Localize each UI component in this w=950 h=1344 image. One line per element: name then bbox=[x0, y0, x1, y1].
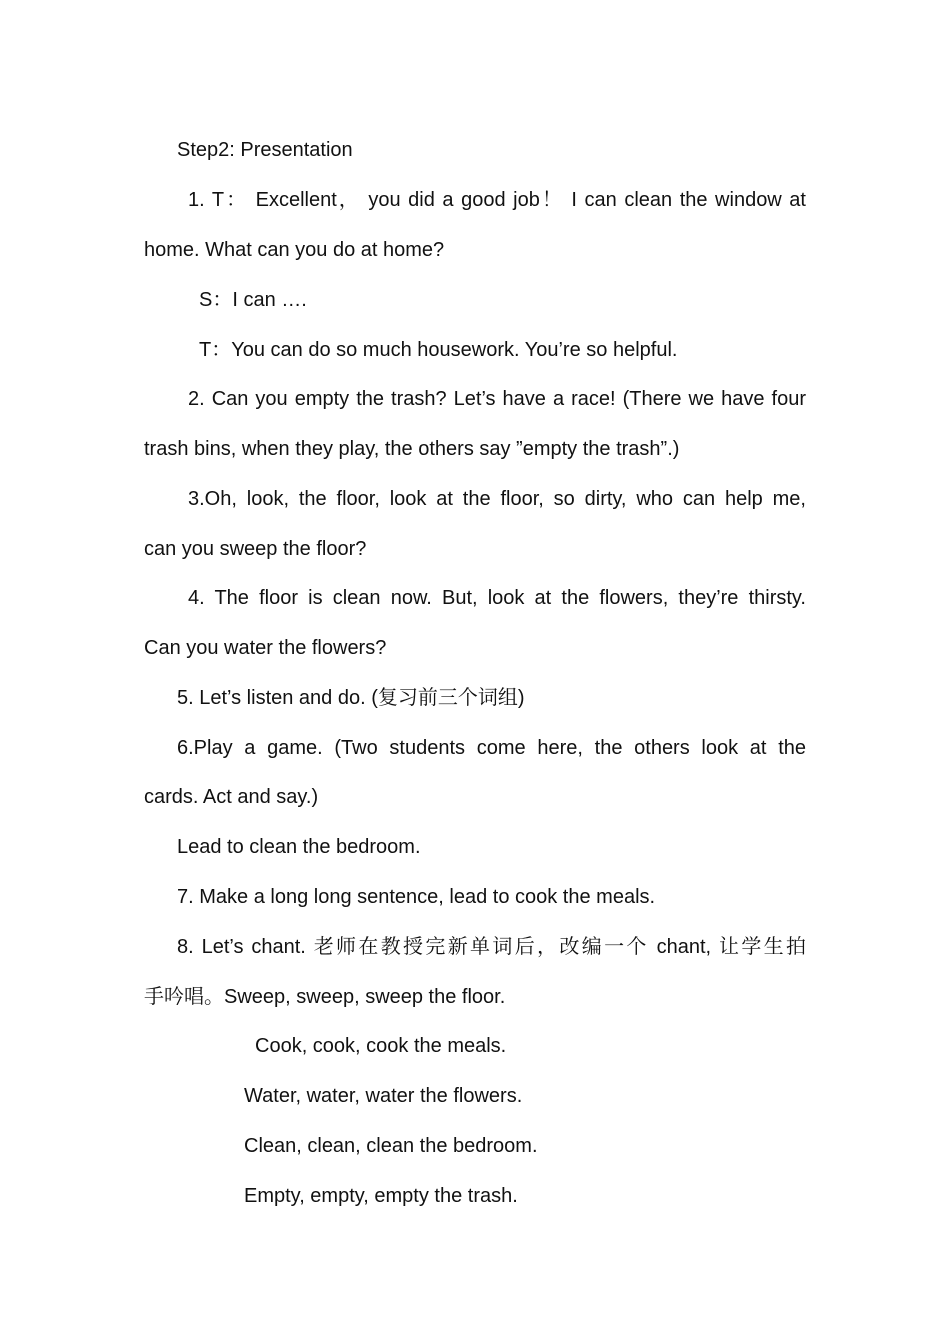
item-1-line-1: 1. T： Excellent， you did a good job！ I can clean the window at bbox=[188, 189, 806, 211]
section-heading: Step2: Presentation bbox=[177, 139, 353, 161]
lead-bedroom: Lead to clean the bedroom. bbox=[177, 836, 421, 858]
item-3-line-1: 3.Oh, look, the floor, look at the floor, so dirty, who can help me, bbox=[188, 488, 806, 510]
chant-line: Water, water, water the flowers. bbox=[244, 1085, 523, 1107]
item-6-line-2: cards. Act and say.) bbox=[144, 786, 319, 808]
item-1-line-2: home. What can you do at home? bbox=[144, 239, 445, 261]
chant-line: Empty, empty, empty the trash. bbox=[244, 1185, 518, 1207]
item-4-line-2: Can you water the flowers? bbox=[144, 637, 387, 659]
item-4-line-1: 4. The floor is clean now. But, look at the flowers, they’re thirsty. bbox=[188, 587, 806, 609]
item-7: 7. Make a long long sentence, lead to cook the meals. bbox=[177, 886, 656, 908]
item-2-line-2: trash bins, when they play, the others say ”empty the trash”.) bbox=[144, 438, 680, 460]
item-5: 5. Let’s listen and do. (复习前三个词组) bbox=[177, 687, 525, 709]
teacher-response: T：You can do so much housework. You’re so helpful. bbox=[199, 339, 678, 361]
chant-line: Clean, clean, clean the bedroom. bbox=[244, 1135, 538, 1157]
item-3-line-2: can you sweep the floor? bbox=[144, 538, 367, 560]
item-8-line-2: 手吟唱。Sweep, sweep, sweep the floor. bbox=[144, 986, 506, 1008]
item-2-line-1: 2. Can you empty the trash? Let’s have a race! (There we have four bbox=[188, 388, 806, 410]
student-response: S：I can …. bbox=[199, 289, 307, 311]
chant-line: Cook, cook, cook the meals. bbox=[255, 1035, 507, 1057]
item-8-line-1: 8. Let’s chant. 老师在教授完新单词后，改编一个 chant, 让学生拍 bbox=[177, 936, 806, 958]
item-6-line-1: 6.Play a game. (Two students come here, the others look at the bbox=[177, 737, 806, 759]
